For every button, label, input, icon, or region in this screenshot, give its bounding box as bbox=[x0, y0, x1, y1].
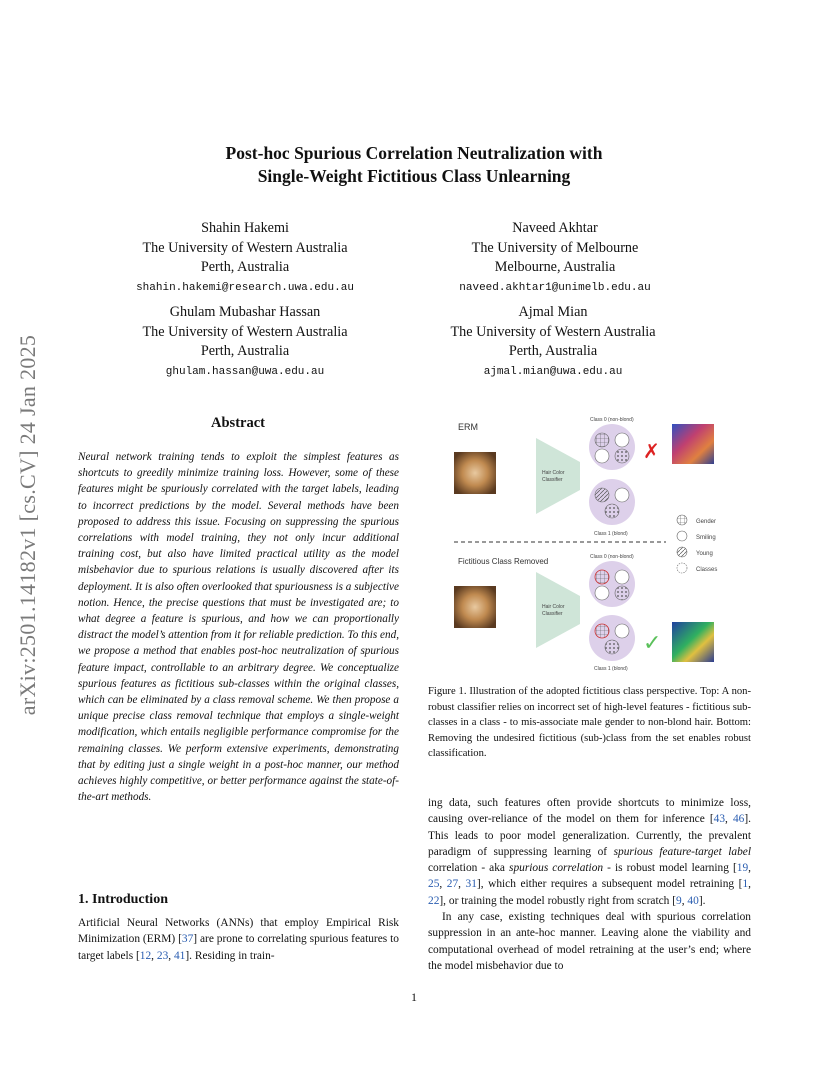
author-name: Naveed Akhtar bbox=[512, 220, 598, 236]
author-location: Melbourne, Australia bbox=[494, 259, 616, 275]
input-face-bottom bbox=[454, 586, 496, 628]
author-block-3 bbox=[80, 303, 410, 382]
citation-link[interactable]: 22 bbox=[428, 894, 440, 907]
title-line-2: Single-Weight Fictitious Class Unlearning bbox=[257, 166, 571, 186]
cross-mark: ✗ bbox=[643, 441, 660, 463]
legend-smiling: Smiling bbox=[696, 535, 716, 541]
class-0-label: Class 0 (non-blond) bbox=[590, 554, 634, 560]
citation-link[interactable]: 37 bbox=[181, 933, 194, 946]
intro-paragraph: Artificial Neural Networks (ANNs) that employ Empirical Risk Minimization (ERM) [37] are prone to correlating spurious features to target labels [12, 23, 41]. Residing in train- bbox=[78, 917, 399, 962]
citation-link[interactable]: 12 bbox=[139, 949, 152, 962]
class-0-label: Class 0 (non-blond) bbox=[590, 417, 634, 423]
author-affiliation: The University of Western Australia bbox=[142, 323, 348, 340]
author-block-4 bbox=[388, 303, 718, 382]
section-heading-introduction: 1. Introduction bbox=[78, 892, 168, 907]
citation-link[interactable]: 23 bbox=[156, 949, 169, 962]
arxiv-side-stamp bbox=[10, 290, 46, 760]
erm-label: ERM bbox=[458, 422, 478, 432]
classifier-label: Classifier bbox=[542, 477, 563, 483]
figure-1-diagram bbox=[440, 410, 740, 676]
author-name: Shahin Hakemi bbox=[201, 220, 289, 236]
citation-link[interactable]: 25 bbox=[428, 878, 440, 891]
class-0-ellipse bbox=[589, 561, 635, 607]
heatmap-bottom bbox=[672, 622, 714, 662]
author-location: Perth, Australia bbox=[508, 343, 598, 359]
class-1-label: Class 1 (blond) bbox=[594, 666, 628, 672]
abstract-text: Neural network training tends to exploit the simplest features as shortcuts to greedily minimize training loss. However, some of these features might be spuriously correlated with the target labels, leading to incorrect predictions by the model. Several methods have been proposed to address this issue. Focusing on suppressing the spurious correlations with model training, they not only incur additional training cost, but also have limited practical utility as the model misbehavior due to spurious relations is usually discovered after its deployment. It is also often overlooked that spuriousness is a subjective notion. Hence, the precise questions that must be investigated are; to what degree a feature is spurious, and how we can proportionally distract the model’s attention from it for reliable prediction. To this end, we propose a method that enables post-hoc neutralization of spurious feature impact, controllable to an arbitrary degree. We conceptualize spurious features as fictitious sub-classes within the original classes, which can be eliminated by a class removal scheme. We then propose a unique precise class removal technique that employs a single-weight modification, which entails negligible performance compromise for the remaining classes. We perform extensive experiments, demonstrating that by editing just a single weight in a post-hoc manner, our method achieves highly competitive, or better performance against the state-of-the-art methods. bbox=[78, 451, 400, 804]
legend-young: Young bbox=[696, 551, 713, 557]
author-block-1 bbox=[80, 219, 410, 298]
legend-classes: Classes bbox=[696, 567, 718, 573]
body-paragraph: In any case, existing techniques deal with spurious correlation suppression in an ante-hoc manner. Leaving alone the viability and computational overhead of model retraining at the user’s end; where the model misbehavior due to bbox=[428, 911, 751, 972]
check-mark: ✓ bbox=[643, 630, 662, 655]
class-0-ellipse bbox=[589, 424, 635, 470]
author-block-2 bbox=[390, 219, 720, 298]
abstract-heading: Abstract bbox=[211, 415, 265, 431]
author-location: Perth, Australia bbox=[200, 259, 290, 275]
citation-link[interactable]: 27 bbox=[446, 878, 459, 891]
classifier-block-top bbox=[536, 438, 580, 514]
input-face-top bbox=[454, 452, 496, 494]
body-paragraph: ing data, such features often provide shortcuts to minimize loss, causing over-reliance of the model on them for inference [43, 46]. This leads to poor model generalization. Currently, the prevalent paradigm of suppressing learning of spurious feature-target label correlation - aka spurious correlation - is robust model learning [19, 25, 27, 31], which either requires a subsequent model retraining [1, 22], or training the model robustly right from scratch [9, 40]. bbox=[428, 797, 752, 907]
author-name: Ajmal Mian bbox=[518, 304, 588, 320]
classifier-block-bottom bbox=[536, 572, 580, 648]
removed-label: Fictitious Class Removed bbox=[458, 557, 549, 566]
right-column-text bbox=[428, 795, 751, 974]
figure-1-caption: Figure 1. Illustration of the adopted fictitious class perspective. Top: A non-robust classifier relies on incorrect set of high-level features - fictitious sub-classes in a class - to mis-associate male gender to non-blond hair. Bottom: Removing the undesired fictitious (sub-)class from the set enables robust classification. bbox=[428, 686, 751, 759]
class-1-label: Class 1 (blond) bbox=[594, 531, 628, 537]
arxiv-id: arXiv:2501.14182v1 [cs.CV] 24 Jan 2025 bbox=[15, 334, 40, 716]
classifier-label: Classifier bbox=[542, 611, 563, 617]
author-email[interactable]: shahin.hakemi@research.uwa.edu.au bbox=[136, 281, 354, 294]
paper-title bbox=[0, 142, 828, 188]
citation-link[interactable]: 43 bbox=[713, 813, 726, 826]
author-email[interactable]: ghulam.hassan@uwa.edu.au bbox=[165, 365, 325, 378]
page-number: 1 bbox=[411, 990, 417, 1004]
classifier-label: Hair Color bbox=[542, 470, 565, 476]
legend-gender: Gender bbox=[696, 519, 717, 525]
author-email[interactable]: naveed.akhtar1@unimelb.edu.au bbox=[459, 281, 651, 294]
title-line-1: Post-hoc Spurious Correlation Neutralization with bbox=[225, 143, 603, 163]
author-location: Perth, Australia bbox=[200, 343, 290, 359]
author-affiliation: The University of Melbourne bbox=[471, 239, 639, 256]
citation-link[interactable]: 19 bbox=[736, 862, 749, 875]
citation-link[interactable]: 40 bbox=[687, 894, 699, 907]
citation-link[interactable]: 46 bbox=[732, 813, 745, 826]
citation-link[interactable]: 9 bbox=[676, 894, 682, 907]
citation-link[interactable]: 41 bbox=[173, 949, 186, 962]
heatmap-top bbox=[672, 424, 714, 464]
citation-link[interactable]: 31 bbox=[465, 878, 477, 891]
author-affiliation: The University of Western Australia bbox=[142, 239, 348, 256]
author-email[interactable]: ajmal.mian@uwa.edu.au bbox=[483, 365, 623, 378]
citation-link[interactable]: 1 bbox=[742, 878, 749, 891]
classifier-label: Hair Color bbox=[542, 604, 565, 610]
author-affiliation: The University of Western Australia bbox=[450, 323, 656, 340]
author-name: Ghulam Mubashar Hassan bbox=[169, 304, 321, 320]
